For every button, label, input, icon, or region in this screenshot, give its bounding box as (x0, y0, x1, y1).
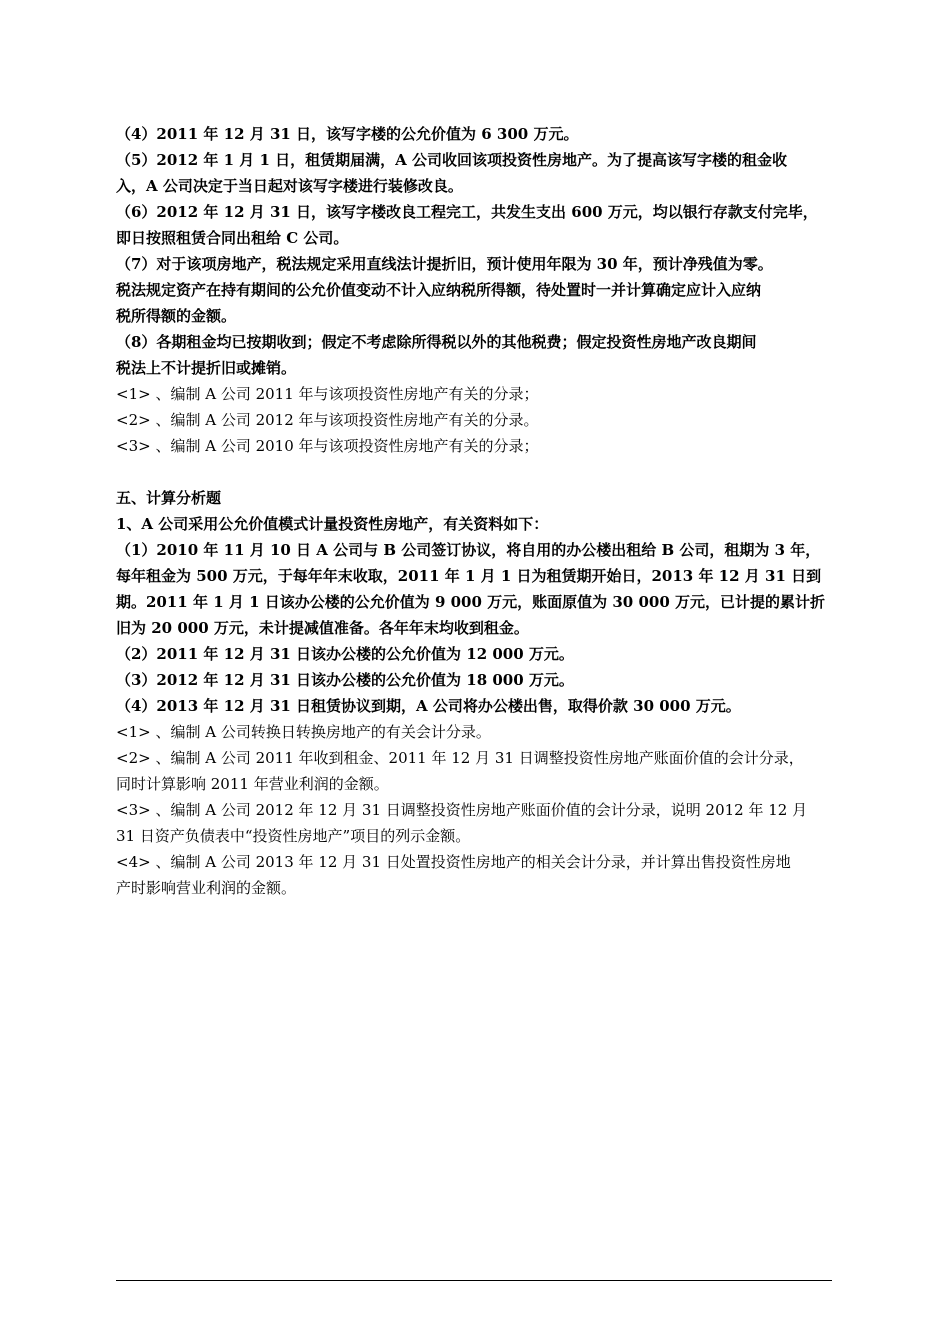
document-body (116, 121, 836, 901)
question-line: <2> 、编制 A 公司 2011 年收到租金、2011 年 12 月 31 日调整投资性房地产账面价值的会计分录， (116, 749, 804, 767)
question-line: 31 日资产负债表中“投资性房地产”项目的列示金额。 (116, 827, 471, 845)
question-line: <3> 、编制 A 公司 2012 年 12 月 31 日调整投资性房地产账面价值的会计分录，说明 2012 年 12 月 (116, 801, 808, 819)
fact-line: （3）2012 年 12 月 31 日该办公楼的公允价值为 18 000 万元。 (116, 671, 574, 689)
fact-line: 旧为 20 000 万元，未计提减值准备。各年年末均收到租金。 (116, 619, 529, 637)
continued-facts (116, 121, 836, 381)
fact-line: 期。2011 年 1 月 1 日该办公楼的公允价值为 9 000 万元，账面原值为 30 000 万元，已计提的累计折 (116, 593, 826, 611)
fact-line: 税所得额的金额。 (116, 307, 237, 325)
fact-line: （7）对于该项房地产，税法规定采用直线法计提折旧，预计使用年限为 30 年，预计净残值为零。 (116, 255, 773, 273)
question-line: <1> 、编制 A 公司转换日转换房地产的有关会计分录。 (116, 723, 491, 741)
fact-line: （4）2013 年 12 月 31 日租赁协议到期，A 公司将办公楼出售，取得价款 30 000 万元。 (116, 697, 741, 715)
fact-line: （4）2011 年 12 月 31 日，该写字楼的公允价值为 6 300 万元。 (116, 125, 579, 143)
question-line: <3> 、编制 A 公司 2010 年与该项投资性房地产有关的分录； (116, 437, 539, 455)
section-heading: 五、计算分析题 (116, 489, 222, 507)
question-line: <2> 、编制 A 公司 2012 年与该项投资性房地产有关的分录。 (116, 411, 539, 429)
fact-line: 1、A 公司采用公允价值模式计量投资性房地产，有关资料如下： (116, 515, 549, 533)
fact-line: （8）各期租金均已按期收到；假定不考虑除所得税以外的其他税费；假定投资性房地产改良期间 (116, 333, 757, 351)
fact-line: 入，A 公司决定于当日起对该写字楼进行装修改良。 (116, 177, 463, 195)
paragraph-gap (116, 459, 836, 485)
section-calculation-analysis (116, 485, 836, 901)
fact-line: （2）2011 年 12 月 31 日该办公楼的公允价值为 12 000 万元。 (116, 645, 574, 663)
fact-line: （1）2010 年 11 月 10 日 A 公司与 B 公司签订协议，将自用的办公楼出租给 B 公司，租期为 3 年， (116, 541, 821, 559)
question-list (116, 381, 836, 459)
question-line: <1> 、编制 A 公司 2011 年与该项投资性房地产有关的分录； (116, 385, 539, 403)
question-line: <4> 、编制 A 公司 2013 年 12 月 31 日处置投资性房地产的相关会计分录，并计算出售投资性房地 (116, 853, 791, 871)
question-line: 产时影响营业利润的金额。 (116, 879, 297, 897)
fact-line: 即日按照租赁合同出租给 C 公司。 (116, 229, 349, 247)
question-line: 同时计算影响 2011 年营业利润的金额。 (116, 775, 389, 793)
fact-line: 税法上不计提折旧或摊销。 (116, 359, 297, 377)
fact-line: （6）2012 年 12 月 31 日，该写字楼改良工程完工，共发生支出 600 万元，均以银行存款支付完毕， (116, 203, 818, 221)
fact-line: 税法规定资产在持有期间的公允价值变动不计入应纳税所得额，待处置时一并计算确定应计入应纳 (116, 281, 762, 299)
fact-line: （5）2012 年 1 月 1 日，租赁期届满，A 公司收回该项投资性房地产。为了提高该写字楼的租金收 (116, 151, 788, 169)
footer-divider (116, 1280, 832, 1281)
fact-line: 每年租金为 500 万元，于每年年末收取，2011 年 1 月 1 日为租赁期开始日，2013 年 12 月 31 日到 (116, 567, 822, 585)
